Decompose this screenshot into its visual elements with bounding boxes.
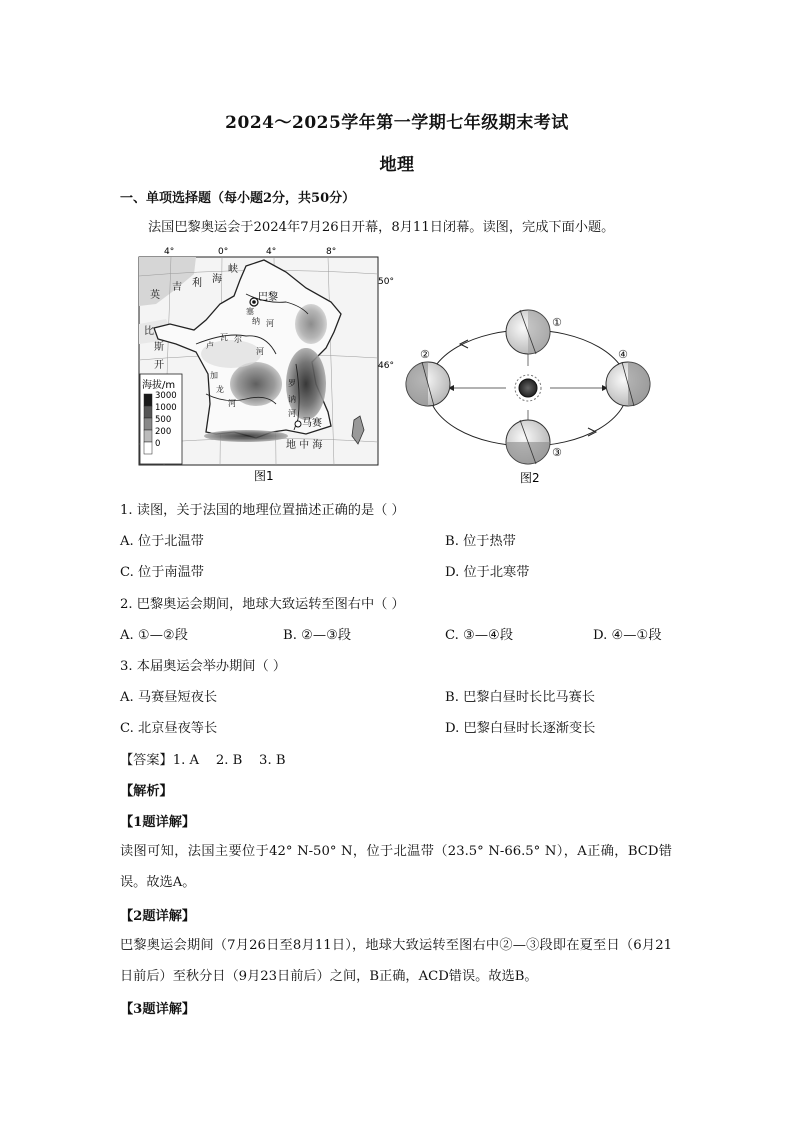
- earth-position-2: [406, 362, 450, 406]
- svg-text:吉: 吉: [172, 282, 182, 293]
- sun-icon: [519, 379, 537, 397]
- lon-label: 8°: [326, 247, 337, 257]
- svg-text:英: 英: [150, 290, 160, 301]
- exam-title: 2024～2025学年第一学期七年级期末考试: [225, 113, 569, 133]
- svg-text:河: 河: [266, 319, 274, 328]
- q3-option-c: C. 北京昼夜等长: [120, 721, 218, 736]
- svg-text:海: 海: [212, 274, 222, 285]
- detail-1-text: 读图可知，法国主要位于42° N-50° N，位于北温带（23.5° N-66.5° N），A正确，BCD错误。故选A。: [120, 844, 672, 890]
- lon-label: 4°: [164, 247, 175, 257]
- detail-2-text: 巴黎奥运会期间（7月26日至8月11日），地球大致运转至图右中②—③段即在夏至日（6月21日前后）至秋分日（9月23日前后）之间，B正确，ACD错误。故选B。: [120, 938, 672, 984]
- svg-text:瓦: 瓦: [220, 333, 228, 342]
- svg-text:河: 河: [256, 347, 264, 356]
- svg-text:开: 开: [154, 360, 164, 371]
- q1-option-a: A. 位于北温带: [120, 534, 204, 549]
- marseille-marker: [295, 421, 301, 427]
- svg-text:1000: 1000: [155, 403, 177, 413]
- lat-label: 46°: [378, 361, 394, 371]
- detail-3-heading: 【3题详解】: [120, 1002, 196, 1017]
- q2-option-a: A. ①—②段: [120, 628, 188, 643]
- figure-2-orbit: [398, 296, 658, 486]
- q3-option-a: A. 马赛昼短夜长: [120, 690, 218, 705]
- lat-label: 50°: [378, 277, 394, 287]
- position-label: ①: [552, 316, 562, 329]
- earth-position-1: [506, 310, 550, 354]
- svg-text:斯: 斯: [154, 342, 164, 353]
- lon-label: 4°: [266, 247, 277, 257]
- analysis-heading: 【解析】: [120, 784, 173, 799]
- answer-line: 【答案】1. A 2. B 3. B: [120, 753, 286, 768]
- subject-title: 地理: [379, 155, 415, 175]
- detail-1-heading: 【1题详解】: [120, 815, 196, 830]
- lon-label: 0°: [218, 247, 229, 257]
- orbit-diagram: [398, 296, 658, 486]
- marseille-label: 马赛: [302, 418, 322, 429]
- position-label: ④: [618, 348, 628, 361]
- q2-option-c: C. ③—④段: [445, 628, 514, 643]
- figure-2-caption: 图2: [520, 471, 540, 485]
- svg-text:河: 河: [288, 409, 296, 418]
- svg-text:地 中 海: 地 中 海: [286, 440, 323, 451]
- position-label: ②: [420, 348, 430, 361]
- svg-text:200: 200: [155, 427, 172, 437]
- q1-option-c: C. 位于南温带: [120, 565, 204, 580]
- svg-text:龙: 龙: [216, 385, 224, 394]
- q1-option-d: D. 位于北寒带: [445, 565, 530, 580]
- q3-option-d: D. 巴黎白昼时长逐渐变长: [445, 721, 596, 736]
- svg-text:讷: 讷: [288, 395, 296, 404]
- position-label: ③: [552, 446, 562, 459]
- svg-text:峡: 峡: [228, 264, 238, 275]
- q1-option-b: B. 位于热带: [445, 534, 516, 549]
- svg-text:3000: 3000: [155, 391, 177, 401]
- svg-text:纳: 纳: [252, 317, 260, 326]
- earth-position-3: [506, 420, 550, 464]
- svg-text:500: 500: [155, 415, 172, 425]
- question-1-stem: 1. 读图，关于法国的地理位置描述正确的是（ ）: [120, 503, 405, 518]
- detail-2-heading: 【2题详解】: [120, 909, 196, 924]
- legend-title: 海拔/m: [142, 380, 176, 391]
- earth-position-4: [606, 362, 650, 406]
- question-3-stem: 3. 本届奥运会举办期间（ ）: [120, 659, 287, 674]
- svg-text:塞: 塞: [246, 307, 254, 316]
- question-2-stem: 2. 巴黎奥运会期间，地球大致运转至图右中（ ）: [120, 597, 405, 612]
- section-heading: 一、单项选择题（每小题2分，共50分）: [120, 191, 356, 206]
- svg-text:尔: 尔: [234, 335, 242, 344]
- q2-option-d: D. ④—①段: [593, 628, 662, 643]
- question-intro: 法国巴黎奥运会于2024年7月26日开幕，8月11日闭幕。读图，完成下面小题。: [148, 220, 615, 235]
- q3-option-b: B. 巴黎白昼时长比马赛长: [445, 690, 595, 705]
- figure-1-map: [136, 244, 394, 484]
- svg-text:0: 0: [155, 439, 161, 449]
- svg-text:卢: 卢: [206, 341, 214, 350]
- q2-option-b: B. ②—③段: [283, 628, 352, 643]
- svg-text:罗: 罗: [288, 379, 296, 388]
- svg-text:利: 利: [192, 278, 202, 289]
- figure-1-caption: 图1: [254, 469, 274, 483]
- svg-text:比: 比: [144, 326, 154, 337]
- svg-text:河: 河: [228, 399, 236, 408]
- paris-label: 巴黎: [258, 292, 278, 303]
- france-map: [136, 244, 394, 484]
- svg-text:加: 加: [210, 371, 218, 380]
